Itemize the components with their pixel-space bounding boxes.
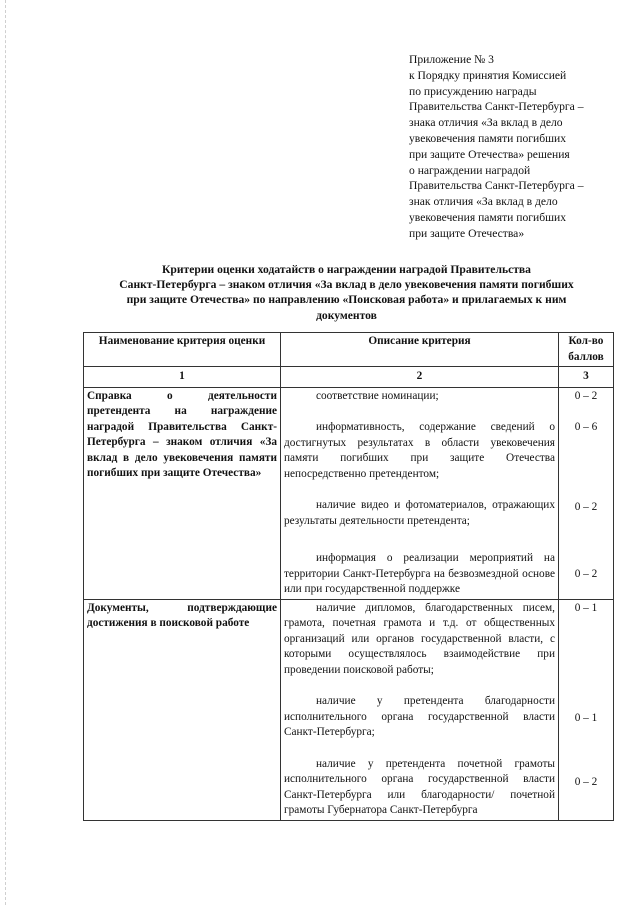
appendix-line: Приложение № 3 <box>409 53 494 66</box>
document-title <box>80 262 613 323</box>
criterion-name: Справка о деятельности претендента на награждение наградой Правительства Санкт-Петербурга – знаком отличия «За вклад в дело увековечения памяти погибших при защите Отечества» <box>84 387 281 599</box>
appendix-line: к Порядку принятия Комиссией <box>409 68 567 82</box>
description-item: наличие у претендента почетной грамоты исполнительного органа государственной власти Санкт-Петербурга или благодарности/ почетной грамоты Губернатора Санкт-Петербурга <box>284 757 555 816</box>
criterion-name: Документы, подтверждающие достижения в поисковой работе <box>84 599 281 820</box>
description-item: информативность, содержание сведений о достигнутых результатах в области увековечения памяти погибших при защите Отечества непосредственно претендентом; <box>284 421 555 480</box>
appendix-line: по присуждению награды <box>409 84 537 98</box>
header-criterion-name: Наименование критерия оценки <box>84 333 281 367</box>
title-line: при защите Отечества» по направлению «Поисковая работа» и прилагаемых к ним <box>126 293 567 307</box>
score-value: 0 – 2 <box>574 500 598 513</box>
score-cell <box>559 599 614 820</box>
table-row <box>84 387 614 599</box>
column-number: 3 <box>559 367 614 388</box>
table-row <box>84 599 614 820</box>
description-item: наличие видео и фотоматериалов, отражающих результаты деятельности претендента; <box>284 499 555 527</box>
criterion-description <box>281 599 559 820</box>
title-line: Санкт-Петербурга – знаком отличия «За вклад в дело увековечения памяти погибших <box>119 278 574 292</box>
title-line: Критерии оценки ходатайств о награждении наградой Правительства <box>162 263 531 276</box>
appendix-line: при защите Отечества» решения <box>409 147 570 161</box>
header-score: Кол-во баллов <box>559 333 614 367</box>
criteria-table <box>83 332 614 821</box>
score-value: 0 – 2 <box>574 775 598 788</box>
score-value: 0 – 2 <box>574 568 598 580</box>
description-item: соответствие номинации; <box>316 389 439 402</box>
score-value: 0 – 2 <box>574 389 598 402</box>
description-item: информация о реализации мероприятий на территории Санкт-Петербурга на безвозмездной основе или при государственной поддержке <box>284 552 555 595</box>
title-line: документов <box>316 308 377 322</box>
table-header-row <box>84 333 614 367</box>
column-number-row <box>84 367 614 388</box>
appendix-note <box>409 52 634 242</box>
appendix-line: знак отличия «За вклад в дело <box>409 195 558 209</box>
header-criterion-description: Описание критерия <box>281 333 559 367</box>
criterion-description <box>281 387 559 599</box>
appendix-line: Правительства Санкт-Петербурга – <box>409 179 584 193</box>
column-number: 1 <box>84 367 281 388</box>
appendix-line: знака отличия «За вклад в дело <box>409 116 563 130</box>
appendix-line: увековечения памяти погибших <box>409 210 567 224</box>
score-value: 0 – 6 <box>574 421 598 433</box>
description-item: наличие у претендента благодарности исполнительного органа государственной власти Санкт-Петербурга; <box>284 695 555 738</box>
appendix-line: Правительства Санкт-Петербурга – <box>409 100 584 114</box>
appendix-line: увековечения памяти погибших <box>409 131 567 145</box>
appendix-line: при защите Отечества» <box>409 226 525 240</box>
scan-margin-line <box>5 0 6 905</box>
score-cell <box>559 387 614 599</box>
score-value: 0 – 1 <box>574 712 598 724</box>
column-number: 2 <box>281 367 559 388</box>
score-value: 0 – 1 <box>574 601 598 614</box>
description-item: наличие дипломов, благодарственных писем, грамота, почетная грамота и т.д. от общественных организаций или органов государственной власти, с которыми осуществлялось взаимодействие при проведении поисковой работы; <box>284 601 555 676</box>
appendix-line: о награждении наградой <box>409 163 531 177</box>
